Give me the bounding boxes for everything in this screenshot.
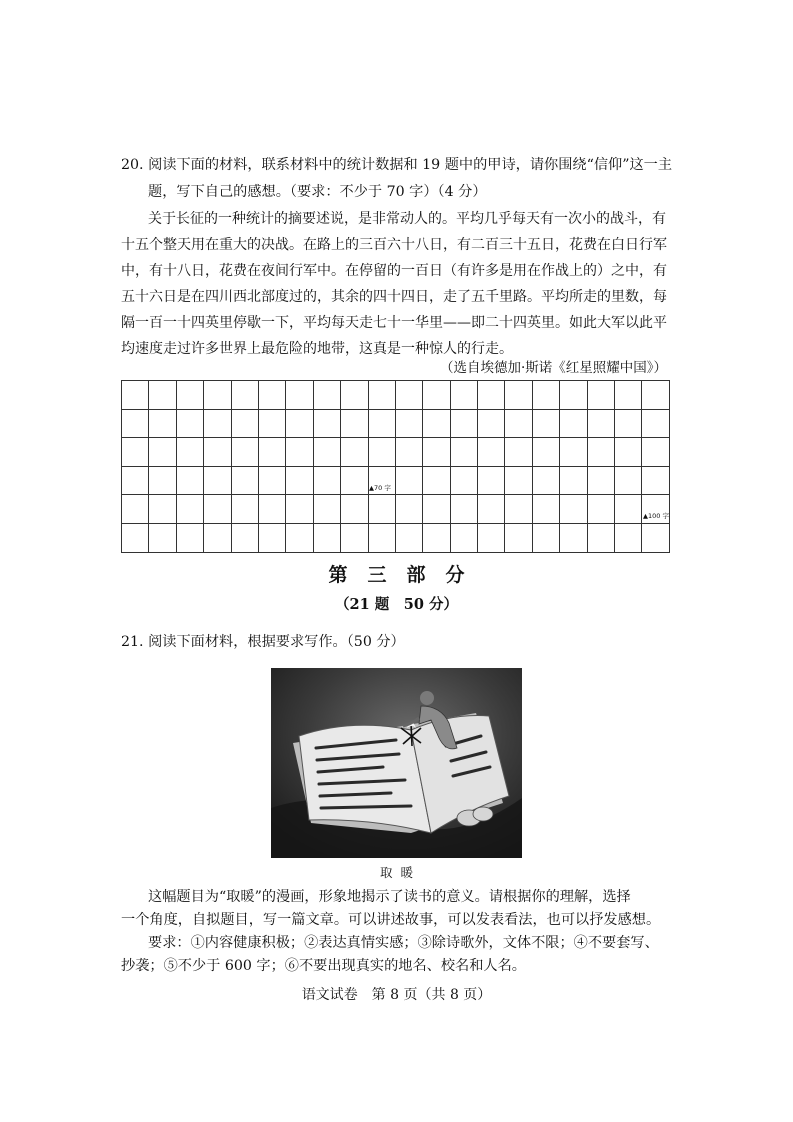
- grid-cell[interactable]: [286, 466, 313, 495]
- grid-cell[interactable]: [532, 438, 559, 467]
- grid-cell[interactable]: [176, 381, 203, 410]
- q20-source: （选自埃德加·斯诺《红星照耀中国》）: [439, 360, 667, 376]
- grid-cell[interactable]: [258, 495, 285, 524]
- grid-cell[interactable]: [532, 495, 559, 524]
- grid-cell[interactable]: [505, 438, 532, 467]
- grid-row: [122, 381, 670, 410]
- q20-prompt-line2: 题，写下自己的感想。（要求：不少于 70 字）（4 分）: [148, 184, 487, 200]
- grid-cell[interactable]: [122, 381, 149, 410]
- grid-cell[interactable]: [122, 523, 149, 552]
- grid-cell[interactable]: [204, 381, 231, 410]
- grid-cell[interactable]: [286, 523, 313, 552]
- grid-cell[interactable]: [642, 381, 669, 410]
- grid-cell[interactable]: [423, 466, 450, 495]
- grid-cell[interactable]: [149, 523, 176, 552]
- grid-cell[interactable]: [615, 495, 642, 524]
- grid-cell[interactable]: [341, 381, 368, 410]
- grid-cell[interactable]: [395, 523, 422, 552]
- cartoon-open-book-image: [271, 668, 522, 858]
- grid-row: [122, 495, 670, 524]
- grid-cell[interactable]: [642, 438, 669, 467]
- grid-cell[interactable]: [286, 495, 313, 524]
- grid-cell[interactable]: [204, 409, 231, 438]
- grid-cell[interactable]: [231, 495, 258, 524]
- grid-cell[interactable]: [423, 495, 450, 524]
- q20-material-line: 隔一百一十四英里停歇一下，平均每天走七十一华里——即二十四英里。如此大军以此平: [121, 315, 667, 331]
- answer-grid[interactable]: [121, 380, 670, 553]
- grid-cell[interactable]: [450, 381, 477, 410]
- grid-cell[interactable]: [615, 381, 642, 410]
- grid-cell[interactable]: [395, 409, 422, 438]
- grid-cell[interactable]: [368, 409, 395, 438]
- grid-row: [122, 409, 670, 438]
- grid-cell[interactable]: [204, 495, 231, 524]
- grid-cell[interactable]: [615, 438, 642, 467]
- grid-cell[interactable]: [176, 466, 203, 495]
- grid-cell[interactable]: [505, 381, 532, 410]
- q20-material-line: 中，有十八日，花费在夜间行军中。在停留的一百日（有许多是用在作战上的）之中，有: [121, 263, 667, 279]
- grid-cell[interactable]: [176, 438, 203, 467]
- grid-cell[interactable]: [615, 409, 642, 438]
- grid-cell[interactable]: [423, 381, 450, 410]
- grid-cell[interactable]: [450, 523, 477, 552]
- grid-cell[interactable]: [176, 523, 203, 552]
- grid-marker-70: ▲70 字: [369, 484, 391, 492]
- grid-cell[interactable]: [560, 495, 587, 524]
- grid-cell[interactable]: [341, 438, 368, 467]
- grid-cell[interactable]: [505, 495, 532, 524]
- grid-cell[interactable]: [204, 438, 231, 467]
- grid-cell[interactable]: [149, 466, 176, 495]
- grid-cell[interactable]: [286, 409, 313, 438]
- grid-cell[interactable]: [258, 523, 285, 552]
- grid-cell[interactable]: [532, 409, 559, 438]
- q21-body-line: 这幅题目为“取暖”的漫画，形象地揭示了读书的意义。请根据你的理解，选择: [148, 889, 631, 905]
- part-subtitle: （21 题 50 分）: [335, 596, 458, 613]
- grid-cell[interactable]: [642, 466, 669, 495]
- grid-cell[interactable]: [122, 466, 149, 495]
- grid-cell[interactable]: [478, 523, 505, 552]
- cartoon-caption: 取暖: [379, 865, 421, 880]
- grid-cell[interactable]: [505, 523, 532, 552]
- grid-cell[interactable]: [642, 409, 669, 438]
- grid-cell[interactable]: [587, 523, 614, 552]
- grid-cell[interactable]: [122, 409, 149, 438]
- page-footer: 语文试卷 第 8 页（共 8 页）: [301, 987, 492, 1003]
- grid-cell[interactable]: [286, 381, 313, 410]
- grid-cell[interactable]: [258, 438, 285, 467]
- grid-cell[interactable]: [532, 523, 559, 552]
- grid-cell[interactable]: [313, 381, 340, 410]
- grid-cell[interactable]: [505, 466, 532, 495]
- grid-cell[interactable]: [368, 495, 395, 524]
- grid-cell[interactable]: [368, 438, 395, 467]
- grid-cell[interactable]: [176, 409, 203, 438]
- grid-cell[interactable]: [478, 466, 505, 495]
- grid-cell[interactable]: [395, 466, 422, 495]
- grid-cell[interactable]: [286, 438, 313, 467]
- grid-cell[interactable]: [313, 409, 340, 438]
- grid-cell[interactable]: [122, 495, 149, 524]
- grid-cell[interactable]: [560, 409, 587, 438]
- grid-cell[interactable]: [204, 523, 231, 552]
- grid-cell[interactable]: [258, 409, 285, 438]
- grid-cell[interactable]: [642, 523, 669, 552]
- grid-cell[interactable]: [395, 381, 422, 410]
- grid-cell[interactable]: [478, 409, 505, 438]
- grid-cell[interactable]: [450, 466, 477, 495]
- grid-cell[interactable]: [341, 495, 368, 524]
- grid-marker-100: ▲100 字: [643, 512, 669, 520]
- grid-cell[interactable]: [176, 495, 203, 524]
- q20-material-line: 均速度走过许多世界上最危险的地带，这真是一种惊人的行走。: [121, 341, 513, 357]
- grid-cell[interactable]: [532, 381, 559, 410]
- grid-cell[interactable]: [368, 523, 395, 552]
- grid-cell[interactable]: [368, 381, 395, 410]
- grid-cell[interactable]: [258, 466, 285, 495]
- part-title: 第三部分: [328, 564, 485, 586]
- grid-cell[interactable]: [615, 466, 642, 495]
- grid-cell[interactable]: [450, 438, 477, 467]
- grid-row: [122, 438, 670, 467]
- grid-cell[interactable]: [478, 381, 505, 410]
- grid-cell[interactable]: [560, 466, 587, 495]
- grid-cell[interactable]: [313, 466, 340, 495]
- grid-cell[interactable]: [231, 438, 258, 467]
- grid-cell[interactable]: [313, 523, 340, 552]
- grid-cell[interactable]: [395, 438, 422, 467]
- grid-cell[interactable]: [395, 495, 422, 524]
- grid-cell[interactable]: [505, 409, 532, 438]
- grid-cell[interactable]: [231, 381, 258, 410]
- grid-cell[interactable]: [341, 466, 368, 495]
- grid-cell[interactable]: [313, 438, 340, 467]
- grid-cell[interactable]: [615, 523, 642, 552]
- q21-body-line: 抄袭；⑤不少于 600 字；⑥不要出现真实的地名、校名和人名。: [121, 958, 526, 974]
- q20-prompt-line1: 20. 阅读下面的材料，联系材料中的统计数据和 19 题中的甲诗，请你围绕“信仰”这一主: [121, 157, 673, 173]
- grid-cell[interactable]: [423, 438, 450, 467]
- grid-cell[interactable]: [423, 523, 450, 552]
- grid-cell[interactable]: [341, 523, 368, 552]
- grid-cell[interactable]: [560, 381, 587, 410]
- q20-material-line: 关于长征的一种统计的摘要述说，是非常动人的。平均几乎每天有一次小的战斗，有: [148, 211, 666, 227]
- grid-cell[interactable]: [204, 466, 231, 495]
- grid-cell[interactable]: [587, 438, 614, 467]
- q21-body-line: 要求：①内容健康积极；②表达真情实感；③除诗歌外，文体不限；④不要套写、: [148, 935, 659, 951]
- grid-cell[interactable]: [258, 381, 285, 410]
- q20-material-line: 五十六日是在四川西北部度过的，其余的四十四日，走了五千里路。平均所走的里数，每: [121, 289, 667, 305]
- grid-cell[interactable]: [587, 495, 614, 524]
- grid-cell[interactable]: [231, 523, 258, 552]
- grid-cell[interactable]: [313, 495, 340, 524]
- grid-cell[interactable]: [560, 523, 587, 552]
- grid-cell[interactable]: [450, 495, 477, 524]
- q21-body-line: 一个角度，自拟题目，写一篇文章。可以讲述故事，可以发表看法，也可以抒发感想。: [121, 912, 661, 928]
- grid-cell[interactable]: [478, 495, 505, 524]
- grid-cell[interactable]: [149, 438, 176, 467]
- grid-cell[interactable]: [560, 438, 587, 467]
- grid-cell[interactable]: [231, 466, 258, 495]
- grid-cell[interactable]: [587, 409, 614, 438]
- grid-cell[interactable]: [231, 409, 258, 438]
- grid-cell[interactable]: [478, 438, 505, 467]
- grid-row: [122, 466, 670, 495]
- grid-cell[interactable]: [587, 381, 614, 410]
- q20-material-line: 十五个整天用在重大的决战。在路上的三百六十八日，有二百三十五日，花费在白日行军: [121, 237, 667, 253]
- grid-cell[interactable]: [423, 409, 450, 438]
- grid-cell[interactable]: [532, 466, 559, 495]
- grid-row: [122, 523, 670, 552]
- grid-cell[interactable]: [587, 466, 614, 495]
- grid-cell[interactable]: [149, 409, 176, 438]
- grid-cell[interactable]: [122, 438, 149, 467]
- grid-cell[interactable]: [149, 381, 176, 410]
- grid-cell[interactable]: [450, 409, 477, 438]
- grid-cell[interactable]: [149, 495, 176, 524]
- q21-prompt: 21. 阅读下面材料，根据要求写作。（50 分）: [121, 634, 405, 650]
- grid-cell[interactable]: [341, 409, 368, 438]
